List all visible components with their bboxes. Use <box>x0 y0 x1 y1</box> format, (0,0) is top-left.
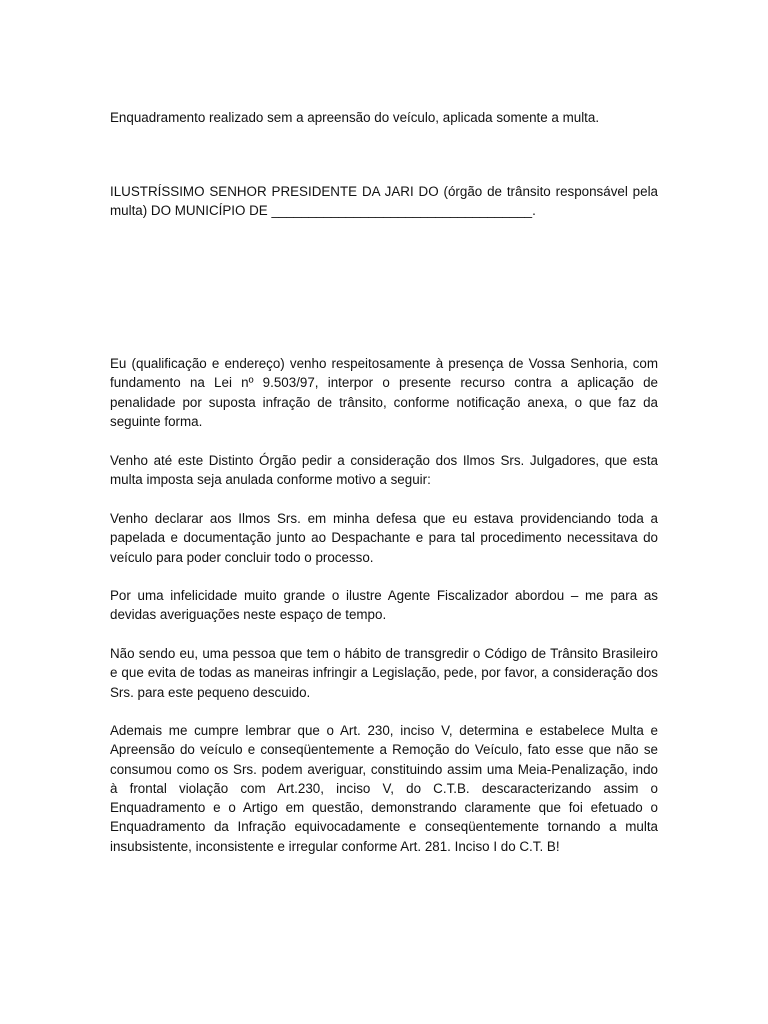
intro-note: Enquadramento realizado sem a apreensão do veículo, aplicada somente a multa. <box>110 110 600 125</box>
body-paragraph-6: Ademais me cumpre lembrar que o Art. 230, inciso V, determina e estabelece Multa e Apreensão do veículo e conseqüentemente a Remoção do Veículo, fato esse que não se consumou como os Srs. podem averiguar, constituindo assim uma Meia-Penalização, indo à frontal violação com Art.230, inciso V, do C.T.B. descaracterizando assim o Enquadramento e o Artigo em questão, demonstrando claramente que foi efetuado o Enquadramento da Infração equivocadamente e conseqüentemente tornando a multa insubsistente, inconsistente e irregular conforme Art. 281. Inciso I do C.T. B! <box>110 723 658 854</box>
body-paragraph-3: Venho declarar aos Ilmos Srs. em minha defesa que eu estava providenciando toda a papelada e documentação junto ao Despachante e para tal procedimento necessitava do veículo para poder concluir todo o processo. <box>110 511 658 565</box>
body-paragraph-5: Não sendo eu, uma pessoa que tem o hábito de transgredir o Código de Trânsito Brasileiro e que evita de todas as maneiras infringir a Legislação, pede, por favor, a consideração dos Srs. para este pequeno descuido. <box>110 646 658 700</box>
body-paragraph-1: Eu (qualificação e endereço) venho respeitosamente à presença de Vossa Senhoria, com fundamento na Lei nº 9.503/97, interpor o presente recurso contra a aplicação de penalidade por suposta infração de trânsito, conforme notificação anexa, o que faz da seguinte forma. <box>110 356 658 429</box>
body-paragraph-2: Venho até este Distinto Órgão pedir a consideração dos Ilmos Srs. Julgadores, que esta multa imposta seja anulada conforme motivo a seguir: <box>110 453 658 488</box>
addressee-heading: ILUSTRÍSSIMO SENHOR PRESIDENTE DA JARI DO (órgão de trânsito responsável pela multa) DO MUNICÍPIO DE ___________________________________. <box>110 184 658 219</box>
body-paragraph-4: Por uma infelicidade muito grande o ilustre Agente Fiscalizador abordou – me para as devidas averiguações neste espaço de tempo. <box>110 588 658 623</box>
